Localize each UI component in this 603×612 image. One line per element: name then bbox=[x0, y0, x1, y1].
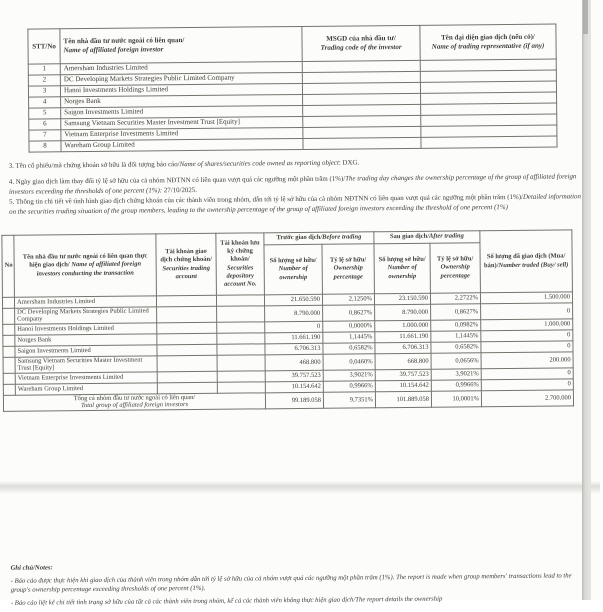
after-percentage: 0,0656% bbox=[431, 353, 481, 369]
group-header-before-trading: Trước giao dịch/Before trading bbox=[264, 232, 374, 245]
investor-name: Hanoi Investments Holdings Limited bbox=[60, 83, 302, 96]
col-header-investor-conducting: Tên nhà đầu tư nước ngoài có liên quan thực hiện giao dịch/ Name of affiliated foreign investors conducting the transaction bbox=[14, 234, 157, 297]
table2-header bbox=[2, 230, 573, 297]
col-header-trading-account: Tài khoản giao dịch chứng khoán/ Securities trading account bbox=[156, 233, 217, 296]
before-quantity: 39.757.523 bbox=[265, 370, 323, 382]
col-header-depository-account: Tài khoản lưu ký chứng khoán/ Securities depository account No. bbox=[216, 233, 265, 295]
investor-name: Samsung Vietnam Securities Master Investment Trust [Equity] bbox=[61, 116, 303, 129]
col-header-before-percentage: Tỷ lệ sở hữu/ Ownership percentage bbox=[322, 244, 374, 294]
investor-name: Saigon Investments Limited bbox=[15, 345, 157, 357]
col-header-number-traded: Số lượng đã giao dịch (Mua/ bán)/Number traded (Buy/ sell) bbox=[480, 230, 573, 293]
number-traded: 0 bbox=[481, 368, 573, 380]
before-quantity: 10.154.642 bbox=[265, 381, 323, 393]
row-number: 5 bbox=[29, 108, 61, 119]
investor-name: Wareham Group Limited bbox=[61, 138, 303, 151]
depository-account-cell bbox=[217, 333, 265, 344]
before-percentage: 1,1445% bbox=[323, 332, 375, 343]
after-quantity: 10.154.642 bbox=[375, 380, 431, 392]
depository-account-cell bbox=[217, 344, 265, 355]
after-percentage: 0,9966% bbox=[431, 380, 481, 391]
table1-body bbox=[28, 59, 557, 152]
depository-account-cell bbox=[217, 382, 265, 393]
number-traded: 1.000.000 bbox=[481, 319, 573, 331]
number-traded: 200.000 bbox=[481, 352, 573, 369]
after-quantity: 11.661.190 bbox=[375, 331, 431, 343]
paragraph-4-trading-day: 4. Ngày giao dịch làm thay đổi tỷ lệ sở hữu của cả nhóm NĐTNN có liên quan vượt quá các ngưỡng một phần trăm (1%)/The trading day changes the ownership percentage of the group of affiliated foreign investors exceeding the thresholds of one percent (1%): 27/10/2025. bbox=[8, 173, 577, 196]
trading-account-cell bbox=[157, 344, 217, 356]
depository-account-cell bbox=[216, 295, 264, 306]
before-percentage: 2,1250% bbox=[322, 294, 374, 305]
total-before-percentage: 9,7351% bbox=[323, 392, 375, 408]
row-number: 7 bbox=[29, 130, 61, 141]
after-quantity: 668.800 bbox=[375, 353, 431, 369]
investor-name: Norges Bank bbox=[15, 334, 157, 346]
page-edge-dark-mark bbox=[583, 0, 588, 34]
paragraph-5-detailed-info: 5. Thông tin chi tiết về tình hình giao dịch chứng khoán của các thành viên trong nhóm, dẫn tới tỷ lệ sở hữu của cả nhóm NĐTNN có liên quan vượt quá các ngưỡng một phần trăm (1%)/Detailed information on the securities trading situation of the group members, leading to the ownership percentage of the group of affiliated foreign investors exceeding the threshold of one percent (1%) bbox=[9, 193, 581, 216]
total-label: Tổng cả nhóm đầu tư nước ngoài có liên quan/ Total group of affiliated foreign investors bbox=[3, 393, 265, 411]
number-traded: 0 bbox=[481, 303, 573, 320]
investor-name: Vietnam Enterprise Investments Limited bbox=[61, 127, 303, 140]
note-1: - Báo cáo được thực hiện khi giao dịch của thành viên trong nhóm dẫn tới tỷ lệ sở hữu của cả nhóm vượt quá các ngưỡng một phần trăm (1%). The report is made when group members' transactions lead to the group's ownership percentage exceeding thresholds of one percent (1%). bbox=[10, 572, 572, 594]
after-quantity: 8.790.000 bbox=[375, 304, 431, 320]
trading-account-cell bbox=[156, 295, 216, 307]
before-percentage: 0,0460% bbox=[323, 354, 375, 370]
row-number: 2 bbox=[28, 75, 60, 86]
investor-name: Wareham Group Limited bbox=[15, 383, 157, 395]
after-percentage: 0,0982% bbox=[431, 320, 481, 331]
after-quantity: 39.757.523 bbox=[375, 369, 431, 381]
after-percentage: 1,1445% bbox=[431, 331, 481, 342]
after-percentage: 2,2722% bbox=[430, 293, 480, 304]
group-header-after-trading: Sau giao dịch/After trading bbox=[374, 231, 480, 244]
after-percentage: 0,6582% bbox=[431, 342, 481, 353]
before-percentage: 3,9021% bbox=[323, 370, 375, 381]
investor-name: DC Developing Markets Strategies Public Limited Company bbox=[15, 307, 157, 324]
trading-details-table bbox=[1, 229, 574, 411]
note-2: - Báo cáo liệt kê chi tiết tình trạng sở hữu của tất cả các thành viên trong nhóm, kể cả các thành viên không thực hiện giao dịch/The report details the ownership bbox=[10, 595, 443, 607]
row-number bbox=[3, 373, 15, 384]
investor-name: Amersham Industries Limited bbox=[60, 61, 302, 74]
row-number bbox=[3, 324, 15, 335]
before-quantity: 6.706.313 bbox=[265, 343, 323, 355]
before-percentage: 0,8627% bbox=[323, 305, 375, 321]
col-header-trading-code: MSGD của nhà đầu tư/ Trading code of the investor bbox=[302, 25, 420, 61]
total-before-quantity: 99.189.058 bbox=[265, 392, 323, 408]
row-number bbox=[3, 346, 15, 357]
trading-account-cell bbox=[157, 355, 217, 372]
row-number: 1 bbox=[28, 64, 60, 75]
number-traded: 0 bbox=[481, 330, 573, 342]
depository-account-cell bbox=[217, 306, 265, 322]
col-header-investor-name: Tên nhà đầu tư nước ngoài có liên quan/ Name of affiliated foreign investor bbox=[60, 26, 302, 63]
depository-account-cell bbox=[217, 371, 265, 382]
trading-account-cell bbox=[157, 371, 217, 383]
investor-name: DC Developing Markets Strategies Public Limited Company bbox=[60, 72, 302, 85]
table1-header bbox=[28, 24, 556, 64]
col-header-after-quantity: Số lượng sở hữu/ Number of ownership bbox=[374, 243, 430, 294]
row-number: 8 bbox=[29, 141, 61, 152]
before-percentage: 0,0000% bbox=[323, 321, 375, 332]
depository-account-cell bbox=[217, 322, 265, 333]
after-percentage: 0,8627% bbox=[431, 304, 481, 320]
before-percentage: 0,6582% bbox=[323, 343, 375, 354]
affiliated-investors-table bbox=[27, 24, 557, 153]
investor-name: Hanoi Investments Holdings Limited bbox=[15, 323, 157, 335]
investor-name: Vietnam Enterprise Investments Limited bbox=[15, 372, 157, 384]
row-number bbox=[3, 357, 15, 373]
scan-fold-band bbox=[0, 481, 600, 494]
investor-name: Norges Bank bbox=[61, 94, 303, 107]
investor-name: Saigon Investments Limited bbox=[61, 105, 303, 118]
paragraph-3-securities-code: 3. Tên cổ phiếu/mã chứng khoán sở hữu là đối tượng báo cáo/Name of shares/securities code owned as reporting object: DXG. bbox=[8, 159, 360, 170]
row-number bbox=[2, 297, 14, 308]
trading-account-cell bbox=[157, 322, 217, 334]
total-after-quantity: 101.889.058 bbox=[375, 391, 431, 407]
notes-title: Ghi chú/Notes: bbox=[10, 564, 53, 572]
investor-name: Samsung Vietnam Securities Master Investment Trust [Equity] bbox=[15, 356, 157, 373]
before-quantity: 468.800 bbox=[265, 354, 323, 370]
row-number bbox=[3, 308, 15, 324]
table2-body bbox=[2, 292, 573, 395]
after-quantity: 1.000.000 bbox=[375, 320, 431, 332]
footnotes bbox=[11, 558, 589, 612]
trading-account-cell bbox=[157, 306, 217, 323]
trading-account-cell bbox=[157, 382, 217, 394]
col-header-no2: No bbox=[2, 235, 15, 297]
row-number bbox=[3, 384, 15, 395]
page-edge-shadow bbox=[582, 0, 591, 600]
col-header-after-percentage: Tỷ lệ sở hữu/ Ownership percentage bbox=[430, 243, 480, 293]
col-header-representative: Tên đại diện giao dịch (nếu có)/ Name of trading representative (if any) bbox=[420, 24, 556, 60]
trading-account-cell bbox=[157, 333, 217, 345]
number-traded: 0 bbox=[481, 341, 573, 353]
before-quantity: 11.661.190 bbox=[265, 332, 323, 344]
col-header-no: STT/No bbox=[28, 29, 60, 64]
total-number-traded: 2.700.000 bbox=[481, 390, 573, 407]
after-percentage: 3,9021% bbox=[431, 369, 481, 380]
total-after-percentage: 10,0001% bbox=[431, 391, 481, 407]
before-percentage: 0,9966% bbox=[323, 381, 375, 392]
row-number: 6 bbox=[29, 119, 61, 130]
col-header-before-quantity: Số lượng sở hữu/ Number of ownership bbox=[264, 244, 322, 295]
depository-account-cell bbox=[217, 355, 265, 371]
before-quantity: 0 bbox=[265, 321, 323, 333]
number-traded: 0 bbox=[481, 379, 573, 391]
representative-cell bbox=[421, 136, 557, 148]
after-quantity: 23.150.590 bbox=[374, 293, 430, 305]
before-quantity: 21.650.590 bbox=[264, 294, 322, 306]
row-number: 3 bbox=[28, 86, 60, 97]
before-quantity: 8.790.000 bbox=[265, 305, 323, 321]
row-number: 4 bbox=[29, 97, 61, 108]
after-quantity: 6.706.313 bbox=[375, 342, 431, 354]
number-traded: 1.500.000 bbox=[480, 292, 572, 304]
row-number bbox=[3, 335, 15, 346]
investor-name: Amersham Industries Limited bbox=[14, 296, 156, 308]
trading-code-cell bbox=[303, 137, 421, 149]
